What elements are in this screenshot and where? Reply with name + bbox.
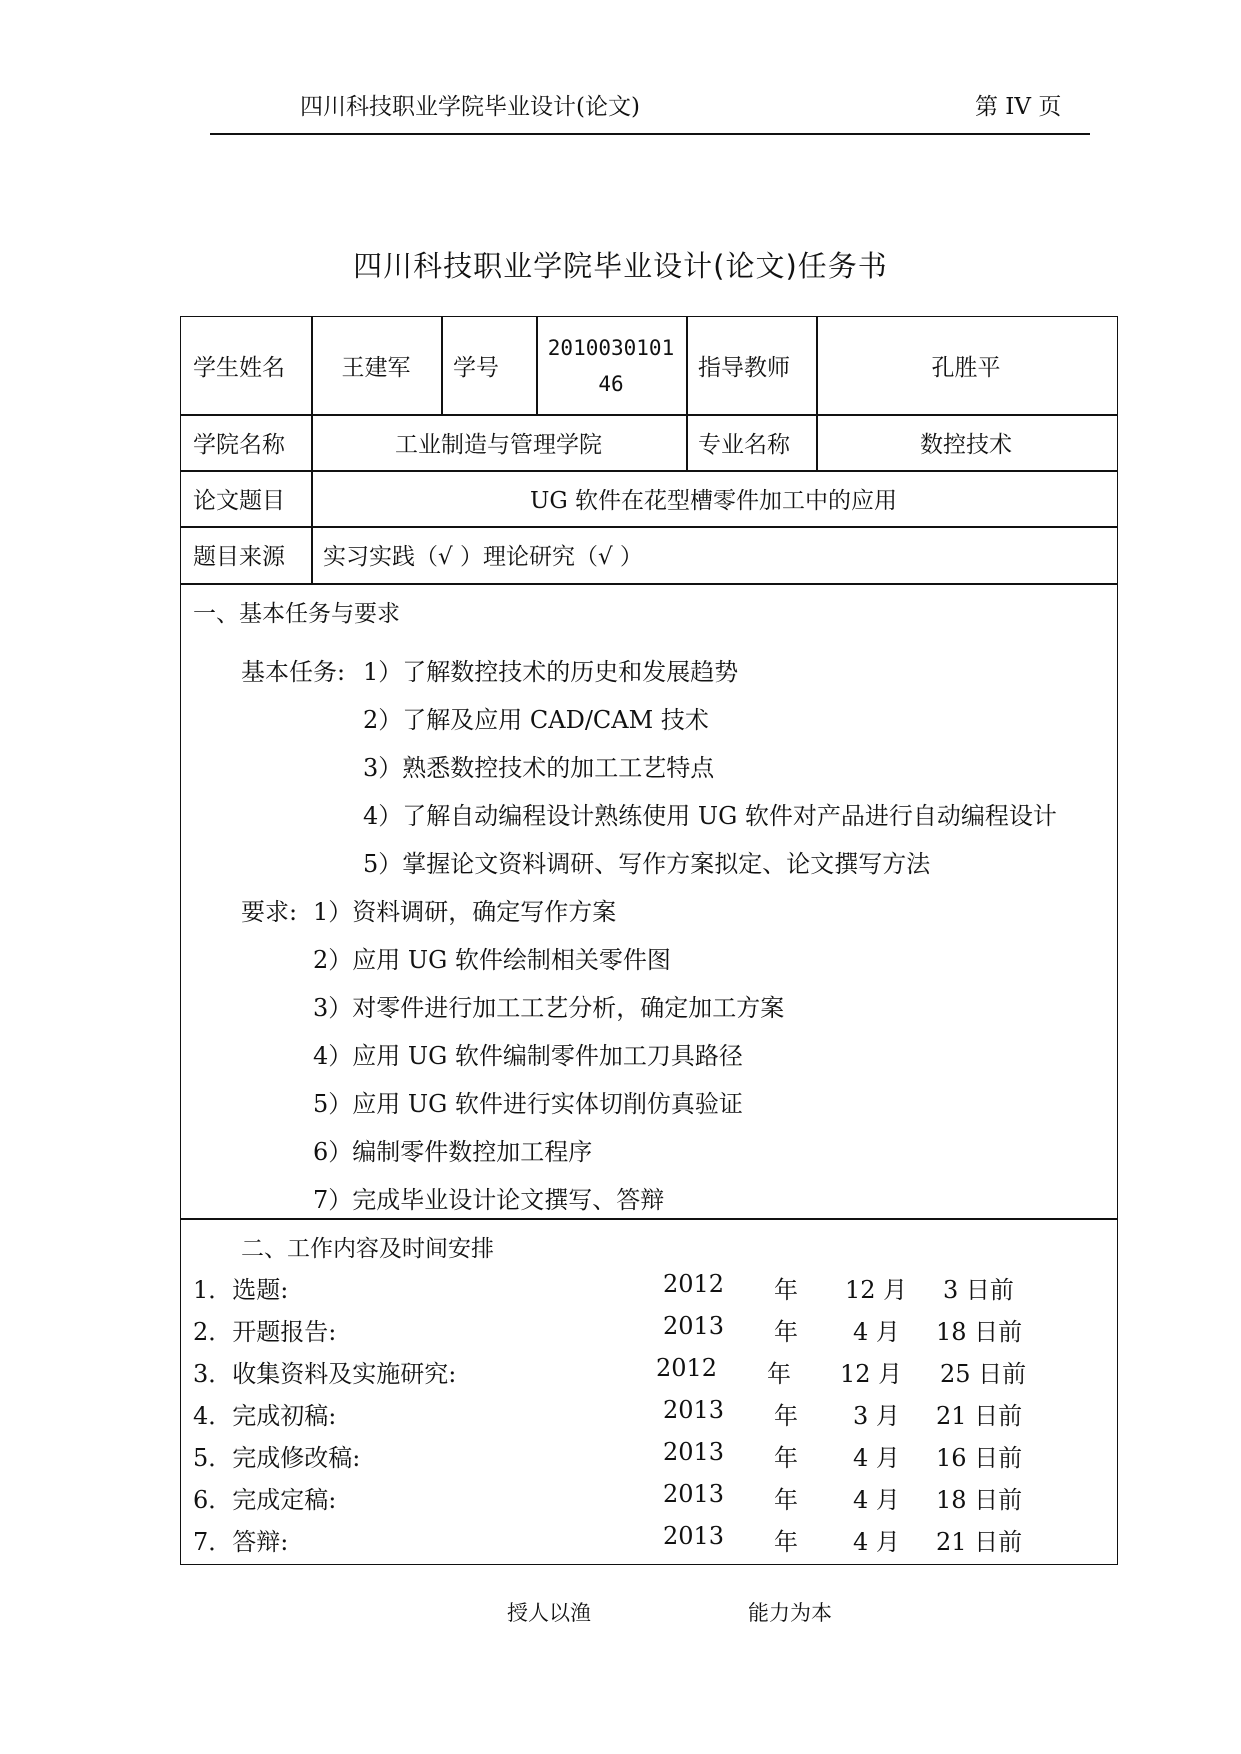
- schedule-month: 12 月: [845, 1276, 908, 1304]
- source-label: 题目来源: [193, 544, 285, 570]
- schedule-year: 2013: [663, 1438, 725, 1466]
- schedule-month: 4 月: [853, 1318, 900, 1346]
- requirement-item: 6）编制零件数控加工程序: [313, 1138, 593, 1166]
- page-number: 第 IV 页: [975, 94, 1062, 120]
- task-item: 2）了解及应用 CAD/CAM 技术: [363, 706, 709, 734]
- schedule-year-unit: 年: [774, 1486, 798, 1514]
- schedule-label: 5．完成修改稿:: [193, 1444, 361, 1472]
- schedule-year: 2013: [663, 1312, 725, 1340]
- advisor-label: 指导教师: [698, 355, 790, 381]
- schedule-row: [193, 1396, 1113, 1432]
- topic-value: UG 软件在花型槽零件加工中的应用: [529, 487, 898, 514]
- schedule-year: 2012: [656, 1354, 718, 1382]
- schedule-label: 1．选题:: [193, 1276, 289, 1304]
- footer-motto-left: 授人以渔: [507, 1601, 591, 1625]
- schedule-day: 16 日前: [936, 1444, 1023, 1472]
- schedule-day: 21 日前: [936, 1528, 1023, 1556]
- section2-heading: 二、工作内容及时间安排: [241, 1236, 494, 1262]
- schedule-year-unit: 年: [774, 1276, 798, 1304]
- schedule-row: [193, 1312, 1113, 1348]
- schedule-label: 2．开题报告:: [193, 1318, 337, 1346]
- major-label: 专业名称: [698, 431, 790, 458]
- major-value: 数控技术: [920, 431, 1012, 458]
- task-item: 1）了解数控技术的历史和发展趋势: [363, 658, 739, 686]
- schedule-month: 4 月: [853, 1528, 900, 1556]
- advisor-value: 孔胜平: [931, 355, 1001, 381]
- student-id-line2: 46: [598, 371, 624, 396]
- topic-label: 论文题目: [193, 487, 285, 514]
- task-item: 4）了解自动编程设计熟练使用 UG 软件对产品进行自动编程设计: [363, 802, 1057, 830]
- schedule-row: [193, 1354, 1113, 1390]
- student-name-value: 王建军: [341, 355, 411, 381]
- requirement-item: 4）应用 UG 软件编制零件加工刀具路径: [313, 1042, 743, 1070]
- source-value: 实习实践（√ ）理论研究（√ ）: [323, 544, 643, 570]
- document-title: 四川科技职业学院毕业设计(论文)任务书: [353, 249, 888, 283]
- schedule-row: [193, 1522, 1113, 1558]
- task-table: [180, 316, 1118, 1565]
- section1-heading: 一、基本任务与要求: [193, 601, 400, 627]
- schedule-year-unit: 年: [774, 1528, 798, 1556]
- schedule-year: 2013: [663, 1480, 725, 1508]
- schedule-day: 18 日前: [936, 1318, 1023, 1346]
- schedule-year: 2012: [663, 1270, 725, 1298]
- requirement-item: 7）完成毕业设计论文撰写、答辩: [313, 1186, 665, 1214]
- tasks-label: 基本任务:: [241, 658, 346, 686]
- requirement-item: 2）应用 UG 软件绘制相关零件图: [313, 946, 671, 974]
- schedule-year-unit: 年: [774, 1318, 798, 1346]
- schedule-month: 12 月: [840, 1360, 903, 1388]
- schedule-row: [193, 1438, 1113, 1474]
- requirement-item: 5）应用 UG 软件进行实体切削仿真验证: [313, 1090, 743, 1118]
- schedule-month: 3 月: [853, 1402, 900, 1430]
- student-id-label: 学号: [453, 355, 499, 381]
- schedule-year: 2013: [663, 1396, 725, 1424]
- schedule-row: [193, 1270, 1113, 1306]
- student-name-label: 学生姓名: [193, 355, 285, 381]
- requirements-label: 要求:: [241, 898, 298, 926]
- row-divider: [181, 1218, 1117, 1220]
- schedule-month: 4 月: [853, 1486, 900, 1514]
- schedule-year: 2013: [663, 1522, 725, 1550]
- running-header-title: 四川科技职业学院毕业设计(论文): [300, 94, 640, 120]
- footer-motto-right: 能力为本: [748, 1601, 832, 1625]
- schedule-label: 3．收集资料及实施研究:: [193, 1360, 457, 1388]
- student-id-line1: 2010030101: [547, 335, 675, 360]
- schedule-label: 6．完成定稿:: [193, 1486, 337, 1514]
- college-label: 学院名称: [193, 431, 285, 458]
- row-divider: [181, 583, 1117, 585]
- schedule-day: 21 日前: [936, 1402, 1023, 1430]
- schedule-day: 18 日前: [936, 1486, 1023, 1514]
- schedule-year-unit: 年: [774, 1402, 798, 1430]
- college-value: 工业制造与管理学院: [395, 431, 602, 458]
- schedule-day: 3 日前: [943, 1276, 1014, 1304]
- task-item: 3）熟悉数控技术的加工工艺特点: [363, 754, 715, 782]
- student-id-value: [536, 317, 686, 414]
- schedule-row: [193, 1480, 1113, 1516]
- requirement-item: 1）资料调研，确定写作方案: [313, 898, 617, 926]
- header-rule: [210, 133, 1090, 135]
- schedule-day: 25 日前: [940, 1360, 1027, 1388]
- schedule-year-unit: 年: [767, 1360, 791, 1388]
- schedule-label: 4．完成初稿:: [193, 1402, 337, 1430]
- schedule-month: 4 月: [853, 1444, 900, 1472]
- requirement-item: 3）对零件进行加工工艺分析，确定加工方案: [313, 994, 785, 1022]
- schedule-label: 7．答辩:: [193, 1528, 289, 1556]
- task-item: 5）掌握论文资料调研、写作方案拟定、论文撰写方法: [363, 850, 931, 878]
- schedule-year-unit: 年: [774, 1444, 798, 1472]
